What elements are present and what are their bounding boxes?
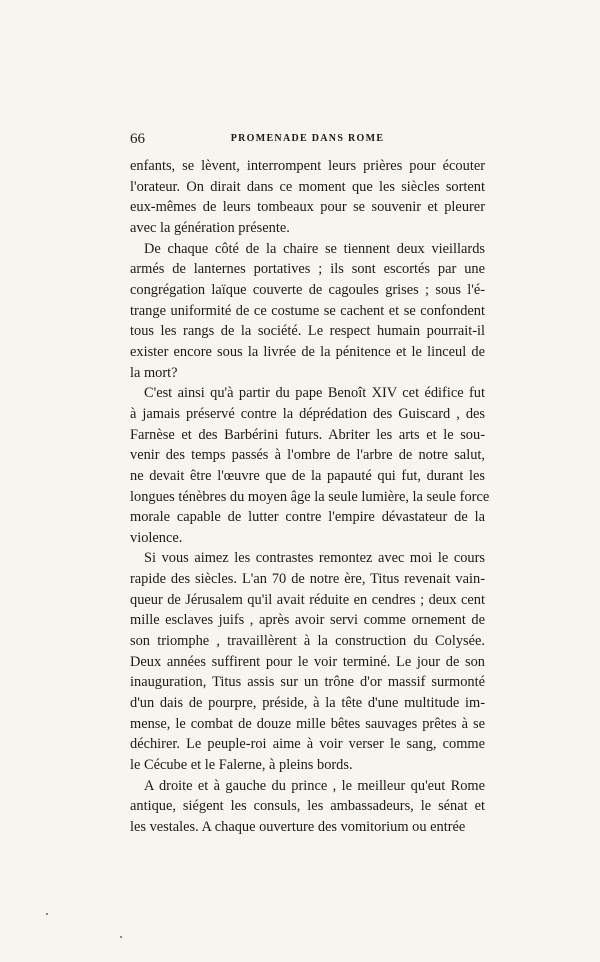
text-line: venir des temps passés à l'ombre de l'arbre de notre salut,: [130, 447, 485, 464]
text-line: Farnèse et des Barbérini futurs. Abriter les arts et le sou-: [130, 426, 485, 443]
speck-mark: [46, 913, 48, 915]
text-line: C'est ainsi qu'à partir du pape Benoît XIV cet édifice fut: [144, 385, 485, 402]
speck-mark: [120, 936, 122, 938]
paragraph: [130, 239, 485, 384]
text-line: déchirer. Le peuple-roi aime à voir verser le sang, comme: [130, 736, 485, 753]
text-line: Si vous aimez les contrastes remontez avec moi le cours: [144, 550, 485, 567]
text-line: De chaque côté de la chaire se tiennent deux vieillards: [144, 240, 485, 257]
text-line: enfants, se lèvent, interrompent leurs prières pour écouter: [130, 158, 485, 174]
text-line: Deux années suffirent pour le voir terminé. Le jour de son: [130, 653, 485, 670]
text-line: ne devait être l'œuvre que de la papauté qui fut, durant les: [130, 467, 485, 484]
text-line: les vestales. A chaque ouverture des vomitorium ou entrée: [130, 819, 466, 835]
text-line: l'orateur. On dirait dans ce moment que les siècles sortent: [130, 178, 485, 195]
text-line: longues ténèbres du moyen âge la seule lumière, la seule force: [130, 488, 490, 505]
text-line: tous les rangs de la société. Le respect humain pourrait-il: [130, 323, 485, 340]
text-line: mille esclaves juifs , après avoir servi comme ornement de: [130, 612, 485, 629]
running-title: PROMENADE DANS ROME: [230, 133, 385, 144]
text-line: congrégation laïque couverte de cagoules grises ; sous l'é-: [130, 281, 485, 298]
text-line: son triomphe , travaillèrent à la construction du Colysée.: [130, 633, 485, 650]
page-number: 66: [130, 131, 145, 147]
text-line: la mort?: [130, 364, 178, 381]
text-line: à jamais préservé contre la déprédation des Guiscard , des: [130, 405, 485, 422]
text-line: le Cécube et le Falerne, à pleins bords.: [130, 757, 353, 774]
text-line: exister encore sous la livrée de la pénitence et le linceul de: [130, 343, 485, 360]
text-line: inauguration, Titus assis sur un trône d'or massif surmonté: [130, 674, 485, 691]
text-line: armés de lanternes portatives ; ils sont escortés par une: [130, 261, 485, 278]
text-line: d'un dais de pourpre, préside, à la tête d'une multitude im-: [130, 695, 485, 712]
page-header: [130, 131, 485, 149]
paragraph: [130, 156, 485, 239]
paragraph: [130, 548, 485, 775]
paragraph: [130, 776, 485, 838]
text-line: antique, siégent les consuls, les ambassadeurs, le sénat et: [130, 798, 485, 815]
text-line: mense, le combat de douze mille bêtes sauvages prêtes à se: [130, 715, 485, 732]
text-line: queur de Jérusalem qu'il avait réduite en cendres ; deux cent: [130, 591, 485, 608]
text-line: avec la génération présente.: [130, 219, 290, 236]
text-line: trange uniformité de ce costume se cachent et se confondent: [130, 302, 485, 319]
text-line: morale capable de lutter contre l'empire dévastateur de la: [130, 509, 485, 526]
text-line: eux-mêmes de leurs tombeaux pour se souvenir et pleurer: [130, 199, 485, 216]
paragraph: [130, 383, 490, 548]
body-text: [130, 156, 490, 838]
text-line: rapide des siècles. L'an 70 de notre ère, Titus revenait vain-: [130, 571, 485, 588]
text-line: A droite et à gauche du prince , le meilleur qu'eut Rome: [144, 777, 485, 794]
text-line: violence.: [130, 529, 183, 546]
